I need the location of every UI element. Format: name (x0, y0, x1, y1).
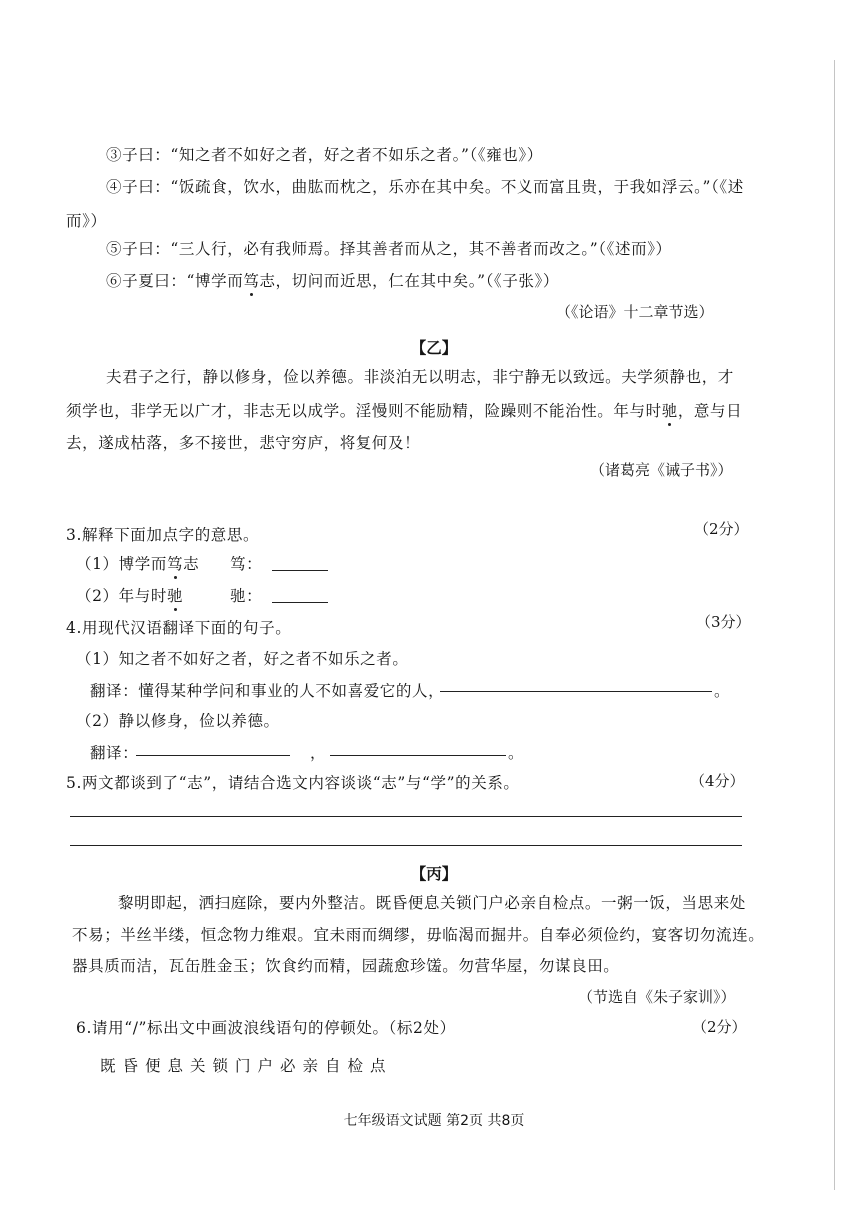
quote-6-post: 志，切问而近思，仁在其中矣。”（《子张》） (259, 272, 559, 290)
analects-source: （《论语》十二章节选） (556, 303, 714, 321)
q5-answer-line-1[interactable] (70, 816, 742, 817)
analects-quote-5: ⑤子曰：“三人行，必有我师焉。择其善者而从之，其不善者而改之。”（《述而》） (106, 240, 672, 258)
dotted-char-du: 笃 (243, 272, 260, 290)
passage-yi-line-3: 去，遂成枯落，多不接世，悲守穷庐，将复何及！ (66, 434, 421, 452)
analects-quote-4-cont: 而》） (66, 212, 107, 230)
page-footer: 七年级语文试题 第2页 共8页 (343, 1113, 525, 1129)
yi-line-2-pre: 须学也，非学无以广才，非志无以成学。淫慢则不能励精，险躁则不能治性。年与时 (66, 402, 662, 420)
q3-item-1-pre: （1）博学而 (76, 555, 167, 573)
q3-item-2-char: 驰： (230, 587, 263, 605)
q3-item-1-char: 笃： (230, 555, 263, 573)
q5-answer-line-2[interactable] (70, 845, 742, 846)
q3-score: （2分） (694, 520, 749, 538)
q3-item-2 (76, 585, 183, 607)
q6-title: 6.请用“/”标出文中画波浪线语句的停顿处。（标2处） (76, 1019, 456, 1037)
dotted-char-chi-q3: 驰 (166, 587, 184, 605)
q3-item-1-post: 志 (183, 555, 200, 573)
q3-item-1 (76, 553, 199, 575)
q6-score: （2分） (692, 1018, 747, 1036)
q5-score: （4分） (690, 772, 745, 790)
q4-item-1-translation: 翻译：懂得某种学问和事业的人不如喜爱它的人， (90, 682, 445, 700)
q4-item-2-label: 翻译： (90, 744, 139, 762)
q4-item-2: （2）静以修身，俭以养德。 (76, 712, 280, 730)
q3-answer-blank-1[interactable] (272, 570, 328, 571)
passage-yi-line-1: 夫君子之行，静以修身，俭以养德。非淡泊无以明志，非宁静无以致远。夫学须静也，才 (106, 368, 734, 386)
yi-line-2-post: ，意与日 (677, 402, 743, 420)
q3-title: 3.解释下面加点字的意思。 (66, 526, 260, 544)
q3-answer-blank-2[interactable] (272, 602, 328, 603)
dotted-char-chi: 驰 (661, 402, 678, 420)
quote-6-pre: ⑥子夏曰：“博学而 (106, 272, 244, 290)
passage-bing-line-2: 不易；半丝半缕，恒念物力维艰。宜未雨而绸缪，毋临渴而掘井。自奉必须俭约，宴客切勿流连。 (72, 926, 765, 944)
passage-bing-line-3: 器具质而洁，瓦缶胜金玉；饮食约而精，园蔬愈珍馐。勿营华屋，勿谋良田。 (72, 957, 620, 975)
q3-item-2-pre: （2）年与时 (76, 587, 167, 605)
passage-yi-source: （诸葛亮《诫子书》） (590, 461, 733, 479)
passage-bing-line-1: 黎明即起，洒扫庭除，要内外整洁。既昏便息关锁门户必亲自检点。一粥一饭，当思来处 (118, 894, 746, 912)
q6-sentence[interactable]: 既昏便息关锁门户必亲自检点 (100, 1057, 393, 1075)
q4-answer-blank-1[interactable] (440, 691, 712, 692)
q4-answer-blank-2a[interactable] (136, 755, 290, 756)
analects-quote-6 (106, 270, 559, 292)
q4-item-2-comma: ， (310, 744, 327, 762)
q4-answer-blank-2b[interactable] (330, 755, 506, 756)
passage-yi-line-2 (66, 400, 742, 422)
passage-bing-source: （节选自《朱子家训》） (578, 988, 736, 1006)
q4-item-1-end: 。 (714, 682, 731, 700)
analects-quote-3: ③子曰：“知之者不如好之者，好之者不如乐之者。”（《雍也》） (106, 146, 543, 164)
q5-title: 5.两文都谈到了“志”，请结合选文内容谈谈“志”与“学”的关系。 (66, 774, 520, 792)
q4-title: 4.用现代汉语翻译下面的句子。 (66, 619, 292, 637)
q4-score: （3分） (696, 613, 751, 631)
q4-item-2-end: 。 (508, 744, 525, 762)
analects-quote-4: ④子曰：“饭疏食，饮水，曲肱而枕之，乐亦在其中矣。不义而富且贵，于我如浮云。”（《述 (106, 178, 744, 196)
dotted-char-du-q3: 笃 (166, 555, 184, 573)
passage-yi-heading: 【乙】 (410, 338, 458, 357)
scan-edge-mark (834, 60, 835, 1190)
passage-bing-heading: 【丙】 (410, 864, 458, 883)
q4-item-1: （1）知之者不如好之者，好之者不如乐之者。 (76, 650, 409, 668)
